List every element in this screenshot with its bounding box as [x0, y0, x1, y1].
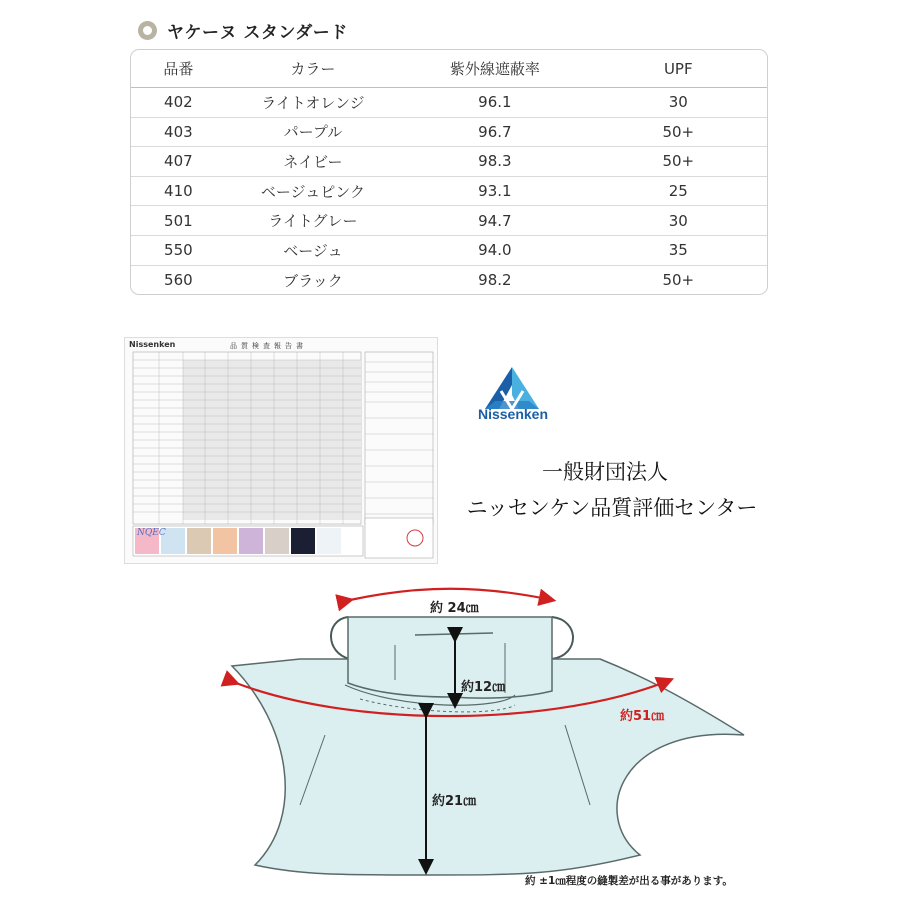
nissenken-logo-icon: [477, 363, 547, 433]
table-row: [131, 206, 767, 236]
column-header: カラー: [290, 60, 336, 78]
cell-uv-rate: 98.2: [478, 271, 512, 290]
bullet-circle-icon: [138, 21, 157, 40]
inspection-report-image: [124, 337, 438, 564]
table-row: [131, 266, 767, 295]
cell-color: ライトオレンジ: [261, 93, 365, 112]
column-header: 品番: [163, 60, 194, 78]
cell-upf: 30: [668, 211, 688, 230]
cell-color: パープル: [283, 123, 343, 142]
report-title: 品質検査報告書: [230, 342, 307, 350]
cell-code: 410: [164, 182, 193, 201]
cell-color: ベージュ: [283, 241, 343, 260]
cell-uv-rate: 93.1: [478, 182, 512, 201]
table-header: [131, 50, 767, 88]
cell-upf: 30: [668, 93, 688, 112]
cell-uv-rate: 96.7: [478, 122, 512, 141]
column-header: 紫外線遮蔽率: [449, 60, 540, 78]
cell-code: 402: [164, 93, 193, 112]
cell-code: 550: [164, 241, 193, 260]
cape-length-label: 約21㎝: [432, 794, 477, 809]
cell-code: 560: [164, 271, 193, 290]
cell-code: 501: [164, 211, 193, 230]
product-diagram: [0, 575, 900, 900]
cell-upf: 50+: [662, 152, 695, 171]
cell-uv-rate: 94.7: [478, 211, 512, 230]
table-row: [131, 177, 767, 207]
cell-uv-rate: 96.1: [478, 93, 512, 112]
cell-uv-rate: 94.0: [478, 241, 512, 260]
cell-color: ネイビー: [283, 152, 343, 171]
cell-upf: 50+: [662, 271, 695, 290]
org-name-label: ニッセンケン品質評価センター: [466, 496, 758, 520]
report-grid: [125, 338, 438, 564]
spec-table: [130, 49, 768, 295]
top-width-label: 約 24㎝: [430, 601, 479, 616]
cell-upf: 50+: [662, 122, 695, 141]
cell-color: ブラック: [283, 271, 343, 290]
swatch-label: NQEC: [137, 528, 166, 538]
column-header: UPF: [663, 59, 693, 78]
nissenken-logo-text: Nissenken: [477, 406, 549, 422]
org-type-label: 一般財団法人: [542, 460, 668, 484]
cell-color: ライトグレー: [268, 212, 358, 231]
product-title: ヤケーヌ スタンダード: [167, 23, 348, 43]
left-ear-loop: [331, 617, 350, 659]
cell-upf: 35: [668, 241, 688, 260]
section-title: [138, 18, 348, 43]
report-logo: Nissenken: [129, 340, 176, 349]
table-row: [131, 118, 767, 148]
cell-uv-rate: 98.3: [478, 152, 512, 171]
right-ear-loop: [552, 617, 573, 659]
mask-panel: [348, 617, 552, 698]
table-row: [131, 236, 767, 266]
tolerance-note: 約 ±1㎝程度の縫製差が出る事があります。: [525, 875, 733, 887]
table-row: [131, 88, 767, 118]
cell-color: ベージュピンク: [260, 182, 365, 201]
cell-code: 407: [164, 152, 193, 171]
cell-upf: 25: [668, 182, 688, 201]
table-row: [131, 147, 767, 177]
cell-code: 403: [164, 122, 193, 141]
cape-width-label: 約51㎝: [620, 709, 665, 724]
mask-height-label: 約12㎝: [461, 680, 506, 695]
